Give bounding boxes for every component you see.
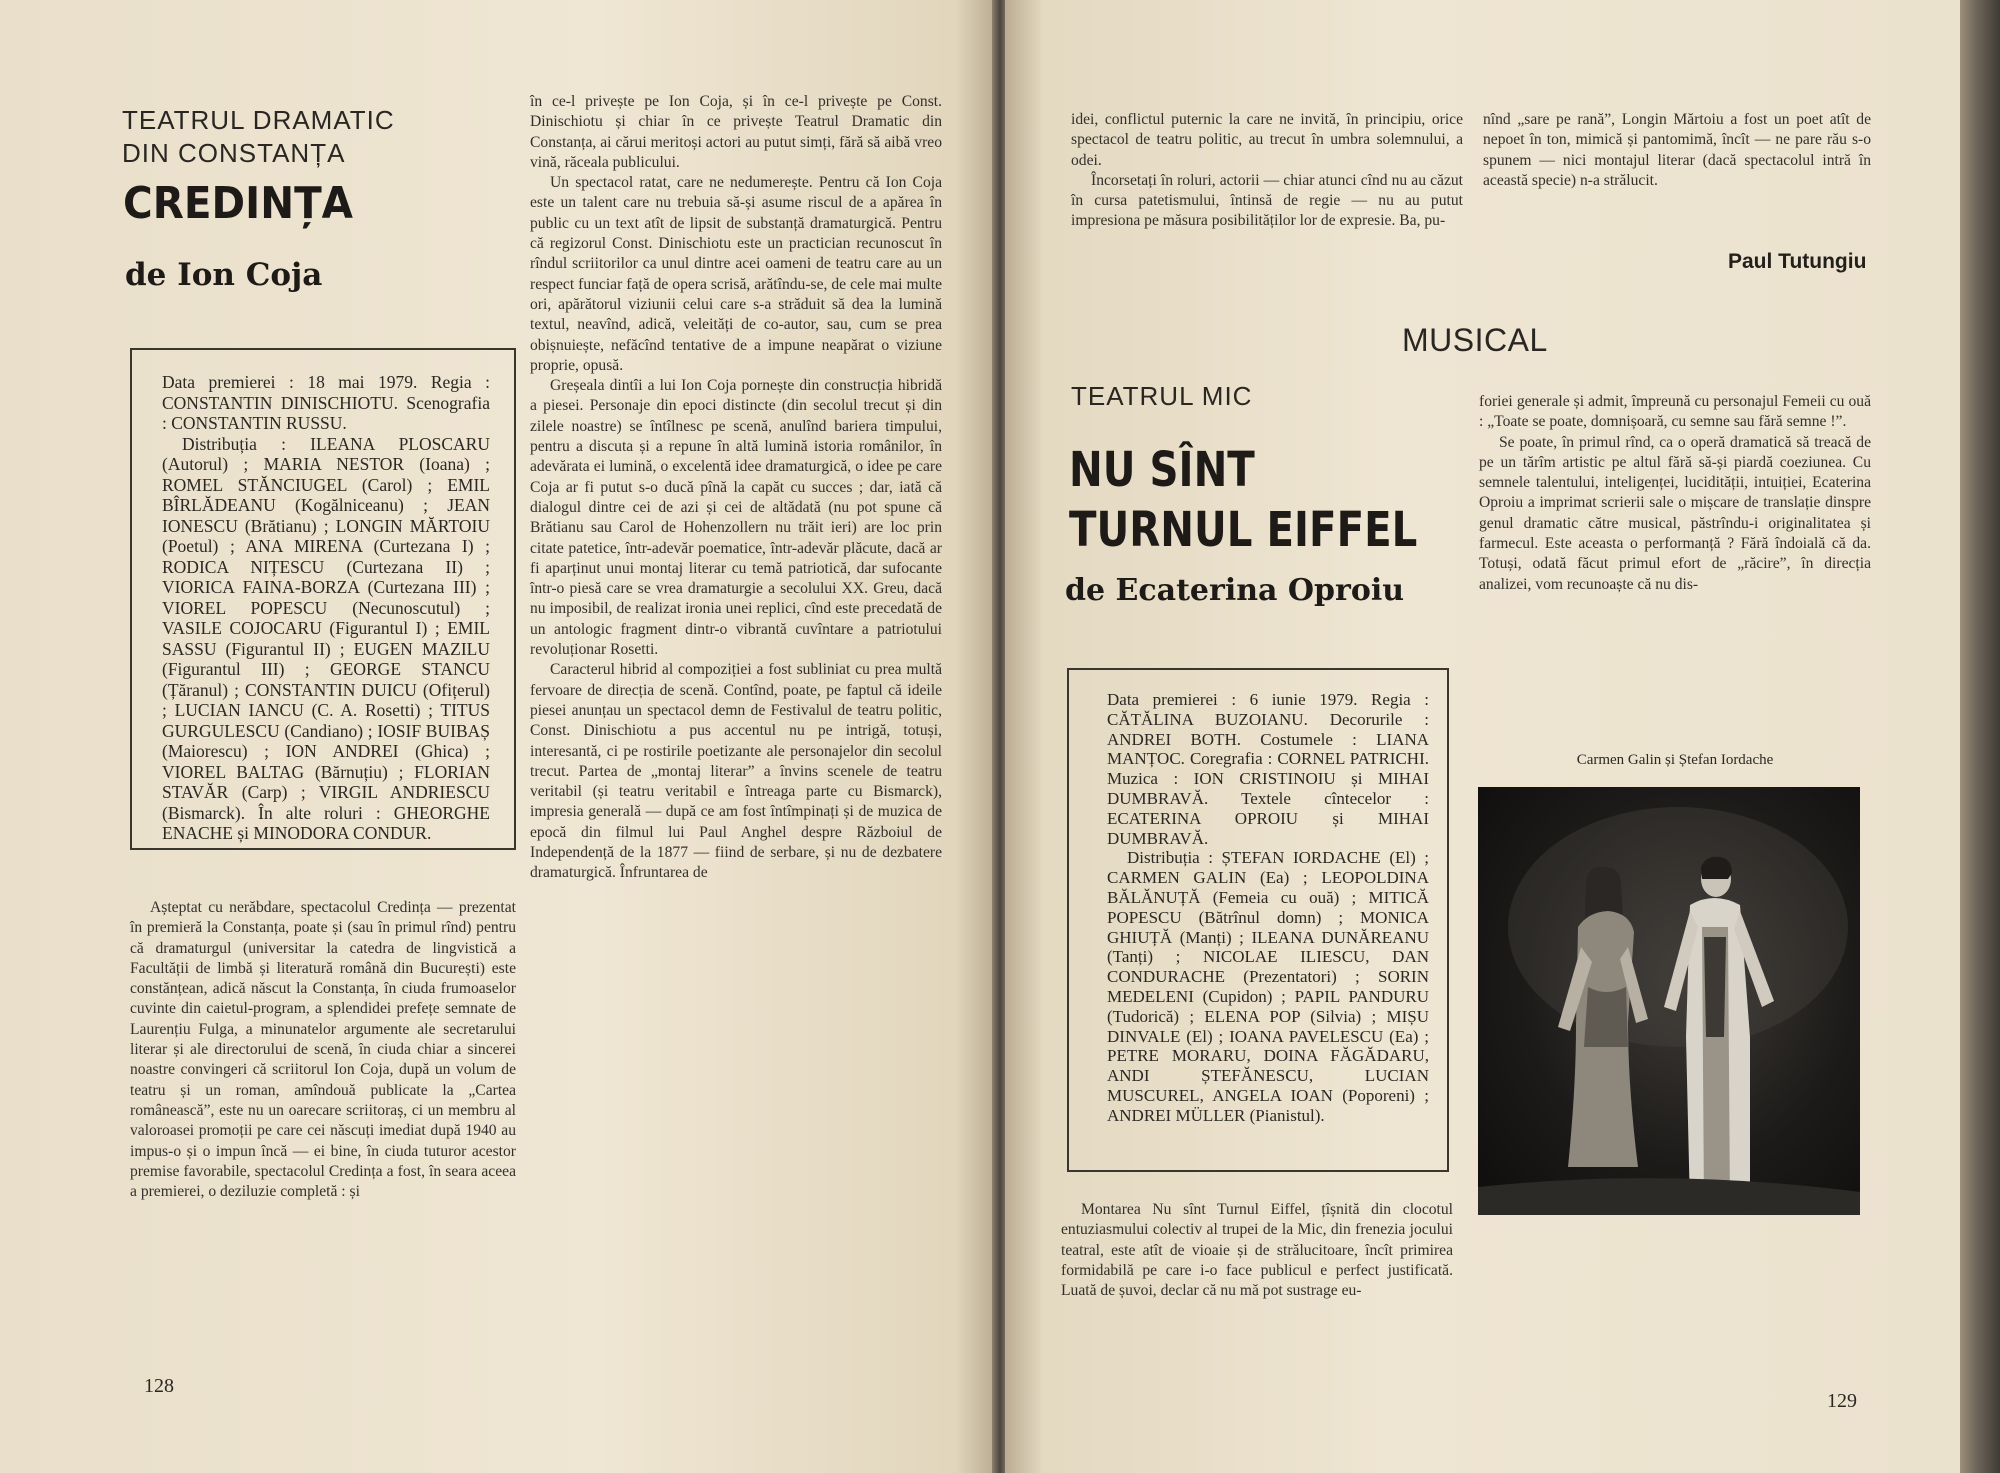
paragraph: Un spectacol ratat, care ne nedumerește. Pentru că Ion Coja este un talent care nu trebuia să-și asume riscul de a apărea în public cu un text atît de lipsit de substanță dramaturgică. Pentru că regizorul Const. Dinischiotu este un practician recunoscut în rîndul scriitorilor ca unul dintre acei oameni de teatru care au un respect funciar față de opera scrisă, arătîndu-se, de cele mai multe ori, apărătorul viziunii celui care s-a străduit să dea la lumină textul, neavînd, adică, veleități de co-autor, sau, cum se prea obișnuiește, nefăcînd tentative de a impune neapărat o viziune proprie, opusă. bbox=[530, 174, 942, 374]
paragraph: Caracterul hibrid al compoziției a fost subliniat cu prea multă fervoare de direcția de scenă. Contînd, poate, pe faptul că ideile piesei anunțau un spectacol demn de Festivalul de teatru politic, Const. Dinischiotu a pus accentul nu pe intrigă, totuși, interesantă, ci pe rostirile poetizante ale personajelor din secolul trecut. Partea de „montaj literar” a învins scenele de teatru veritabil (și teatru veritabil e întreaga parte cu Bismarck), impresia generală — după ce am fost întîmpinați și de muzica de epocă din filmul lui Paul Anghel despre Războiul de Independență de la 1877 — fiind de serbare, și nu de dezbatere dramaturgică. Înfruntarea de bbox=[530, 661, 942, 882]
play-title bbox=[1069, 440, 1417, 560]
review-column-2 bbox=[1479, 392, 1871, 595]
section-title: MUSICAL bbox=[1402, 322, 1548, 358]
paragraph: Greșeala dintîi a lui Ion Coja pornește din construcția hibridă a piesei. Personaje din epoci distincte (din secolul trecut și din zilele noastre) se întîlnesc pe scenă, anulînd bariera timpului, pentru a discuta și a repune în altă lumină istoria românilor, în adevărata ei lumină, o excelentă idee dramaturgică, o idee pe care Coja ar fi putut s-o ducă pînă la capăt cu succes ; dar, iată că dialogul dintre cei de azi și cei de altădată (nu pot spune că Brătianu sau Carol de Hohenzollern nu trăit ieri) are loc prin citate patetice, într-adevăr poematice, într-adevăr plăcute, dacă ar fi aparținut unui montaj literar cu temă patriotică, dar sufocante într-o piesă care se vrea dramaturgie a secolului XX. Greu, dacă nu imposibil, de realizat ironia unei replici, cînd este precedată de un antologic fragment dintr-o vibrantă cuvîntare a patriotului revoluționar Rosetti. bbox=[530, 377, 942, 659]
paragraph: în ce-l privește pe Ion Coja, și în ce-l privește pe Const. Dinischiotu și chiar în ce privește Teatrul Dramatic din Constanța, ai cărui meritoși actori au putut simți, fără să aibă vreo vină, răceala publicului. bbox=[530, 93, 942, 171]
review-column-1 bbox=[1061, 1200, 1453, 1301]
article-continuation-column-2 bbox=[1483, 110, 1871, 191]
paragraph: foriei generale și admit, împreună cu personajul Femeii cu ouă : „Toate se poate, domnișoară, cu semne sau fără semne !”. bbox=[1479, 393, 1871, 431]
production-photo bbox=[1478, 787, 1860, 1215]
paragraph: nînd „sare pe rană”, Longin Mărtoiu a fost un poet atît de nepoet în ton, mimică și pantomimă, încît — ne pare rău s-o spunem — nici montajul literar (dacă spectacolul intră în această specie) n-a strălucit. bbox=[1483, 111, 1871, 189]
page-number: 128 bbox=[144, 1375, 174, 1397]
paragraph: idei, conflictul puternic la care ne invită, în principiu, orice spectacol de teatru politic, au trecut în umbra solemnului, a odei. bbox=[1071, 111, 1463, 169]
play-title-line: TURNUL EIFFEL bbox=[1069, 502, 1418, 558]
article-continuation-column-1 bbox=[1071, 110, 1463, 232]
paragraph: Se poate, în primul rînd, ca o operă dramatică să treacă de pe un tărîm artistic pe altul fără să-și piardă coeziunea. Cu semnele talentului, inteligenței, lucidității, intuiției, Ecaterina Oproiu a imprimat scrierii sale o mișcare de translație dinspre genul dramatic către musical, păstrîndu-i originalitatea și farmecul. Este aceasta o performanță ? Fără îndoială că da. Totuși, odată făcut primul efort de „răcire”, în direcția analizei, vom recunoaște că nu dis- bbox=[1479, 433, 1871, 593]
article-column-1 bbox=[130, 898, 516, 1202]
theatre-name-line: DIN CONSTANȚA bbox=[122, 138, 346, 168]
page-edge bbox=[1960, 0, 2000, 1473]
stage-scene-illustration bbox=[1478, 787, 1860, 1215]
premiere-credits: Data premierei : 6 iunie 1979. Regia : CĂTĂLINA BUZOIANU. Decorurile : ANDREI BOTH. Costumele : LIANA MANȚOC. Coregrafia : CORNEL PATRICHI. Muzica : ION CRISTINOIU și MIHAI DUMBRAVĂ. Textele cîntecelor : ECATERINA OPROIU și MIHAI DUMBRAVĂ. bbox=[1107, 690, 1429, 848]
theatre-name bbox=[122, 104, 395, 170]
play-title-line: NU SÎNT bbox=[1069, 442, 1255, 498]
cast-distribution: Distribuția : ILEANA PLOSCARU (Autorul) ; MARIA NESTOR (Ioana) ; ROMEL STĂNCIUGEL (Carol) ; EMIL BÎRLĂDEANU (Kogălniceanu) ; JEAN IONESCU (Brătianu) ; LONGIN MĂRTOIU (Poetul) ; ANA MIRENA (Curtezana I) ; RODICA NIȚESCU (Curtezana II) ; VIORICA FAINA-BORZA (Curtezana III) ; VIOREL POPESCU (Necunoscutul) ; VASILE COJOCARU (Figurantul I) ; EMIL SASSU (Figurantul II) ; EUGEN MAZILU (Figurantul III) ; GEORGE STANCU (Țăranul) ; CONSTANTIN DUICU (Ofițerul) ; LUCIAN IANCU (C. A. Rosetti) ; TITUS GURGULESCU (Candiano) ; IOSIF BUIBAȘ (Maiorescu) ; ION ANDREI (Ghica) ; VIOREL BALTAG (Bărnuțiu) ; FLORIAN STAVĂR (Carp) ; VIRGIL ANDRIESCU (Bismarck). În alte roluri : GHEORGHE ENACHE și MINODORA CONDUR. bbox=[162, 433, 490, 843]
page-number: 129 bbox=[1827, 1390, 1857, 1412]
play-byline: de Ion Coja bbox=[125, 257, 323, 293]
cast-distribution: Distribuția : ȘTEFAN IORDACHE (El) ; CARMEN GALIN (Ea) ; LEOPOLDINA BĂLĂNUȚĂ (Femeia cu ouă) ; MITICĂ POPESCU (Bătrînul domn) ; MONICA GHIUȚĂ (Manți) ; ILEANA DUNĂREANU (Tanți) ; NICOLAE ILIESCU, DAN CONDURACHE (Prezentatori) ; SORIN MEDELENI (Cupidon) ; PAPIL PANDURU (Tudorică) ; ELENA POP (Silvia) ; MIȘU DINVALE (El) ; IOANA PAVELESCU (Ea) ; PETRE MORARU, DOINA FĂGĂDARU, ANDI ȘTEFĂNESCU, LUCIAN MUSCUREL, ANGELA IOAN (Poporeni) ; ANDREI MÜLLER (Pianistul). bbox=[1107, 848, 1429, 1125]
paragraph: Montarea Nu sînt Turnul Eiffel, țîșnită din clocotul entuziasmului colectiv al trupei de la Mic, din frenezia jocului teatral, este atît de vioaie și de strălucitoare, încît primirea formidabilă pe care i-o face publicul e perfect justificată. Luată de șuvoi, declar că nu mă pot sustrage eu- bbox=[1061, 1201, 1453, 1300]
left-page bbox=[0, 0, 995, 1473]
cast-list-box bbox=[1067, 668, 1449, 1172]
theatre-name-line: TEATRUL DRAMATIC bbox=[122, 105, 395, 135]
article-column-2 bbox=[530, 92, 942, 884]
cast-list-box bbox=[130, 348, 516, 850]
right-page bbox=[1005, 0, 1960, 1473]
photo-caption: Carmen Galin și Ștefan Iordache bbox=[1576, 752, 1774, 768]
author-signature: Paul Tutungiu bbox=[1728, 250, 1867, 273]
premiere-credits: Data premierei : 18 mai 1979. Regia : CONSTANTIN DINISCHIOTU. Scenografia : CONSTANTIN RUSSU. bbox=[162, 372, 490, 433]
theatre-name: TEATRUL MIC bbox=[1071, 381, 1253, 411]
paragraph: Încorsetați în roluri, actorii — chiar atunci cînd nu au căzut în cursa patetismului, întinsă de regie — nu au putut impresiona pe măsura posibilităților lor de expresie. Ba, pu- bbox=[1071, 171, 1463, 230]
play-title: CREDINȚA bbox=[123, 178, 354, 229]
paragraph: Așteptat cu nerăbdare, spectacolul Credința — prezentat în premieră la Constanța, poate și (sau în primul rînd) pentru că dramaturgul (universitar la catedra de lingvistică a Facultății de limbă și literatură română din București) este constănțean, adică născut la Constanța, în ciuda frumoaselor cuvinte din caietul-program, a splendidei prefețe semnate de Laurențiu Fulga, a minunatelor argumente ale secretarului literar și ale directorului de scenă, în ciuda chiar a sincerei noastre convingeri că scriitorul Ion Coja, după un volum de teatru și un roman, amîndouă publicate la „Cartea românească”, este nu un oarecare scriitoraș, ci un membru al valoroasei promoții pe care cei născuți imediat după 1940 au impus-o și o impun încă — ei bine, în ciuda tuturor acestor premise favorabile, spectacolul Credința a fost, în seara aceea a premierei, o deziluzie completă : și bbox=[130, 899, 516, 1201]
play-byline: de Ecaterina Oproiu bbox=[1065, 573, 1405, 608]
